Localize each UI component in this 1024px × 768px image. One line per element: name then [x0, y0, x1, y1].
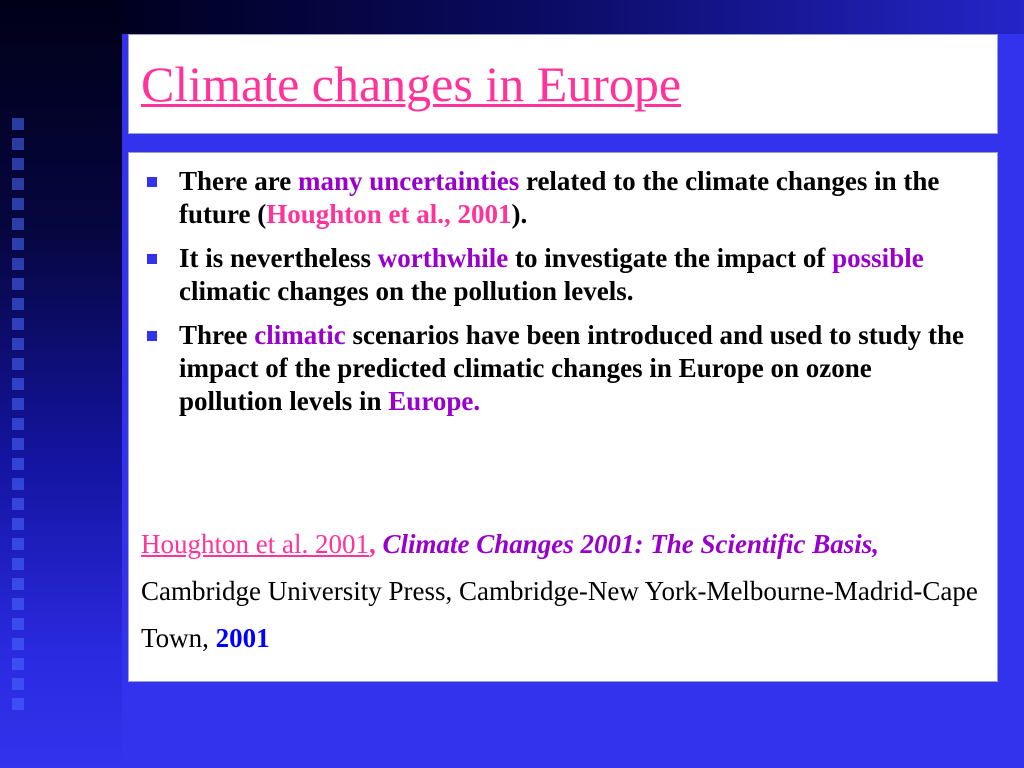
- slide-title: Climate changes in Europe: [141, 56, 682, 112]
- reference-comma: ,: [368, 529, 376, 559]
- bullet-item: [143, 165, 979, 231]
- top-decorative-strip: [122, 0, 1024, 34]
- bullet-item: [143, 242, 979, 308]
- square-bullet-icon: [147, 331, 157, 341]
- square-bullet-icon: [147, 254, 157, 264]
- title-box: [128, 34, 998, 134]
- bullet-list: [143, 165, 979, 429]
- reference-publisher: Cambridge University Press, Cambridge-New York-Melbourne-Madrid-Cape Town,: [141, 576, 978, 653]
- square-bullet-icon: [147, 177, 157, 187]
- bullet-text: There are many uncertainties related to the climate changes in the future (Houghton et al., 2001).: [179, 166, 940, 229]
- reference-year: 2001: [215, 623, 270, 653]
- decorative-squares: [0, 118, 36, 718]
- reference-title: Climate Changes 2001: The Scientific Basis,: [375, 529, 880, 559]
- reference-author: Houghton et al. 2001: [141, 529, 369, 559]
- content-box: [128, 152, 998, 682]
- bullet-text: Three climatic scenarios have been introduced and used to study the impact of the predicted climatic changes in Europe on ozone pollution levels in Europe.: [179, 320, 965, 416]
- bullet-item: [143, 319, 979, 418]
- bullet-text: It is nevertheless worthwhile to investigate the impact of possible climatic changes on the pollution levels.: [179, 243, 924, 306]
- reference-citation: [141, 521, 981, 662]
